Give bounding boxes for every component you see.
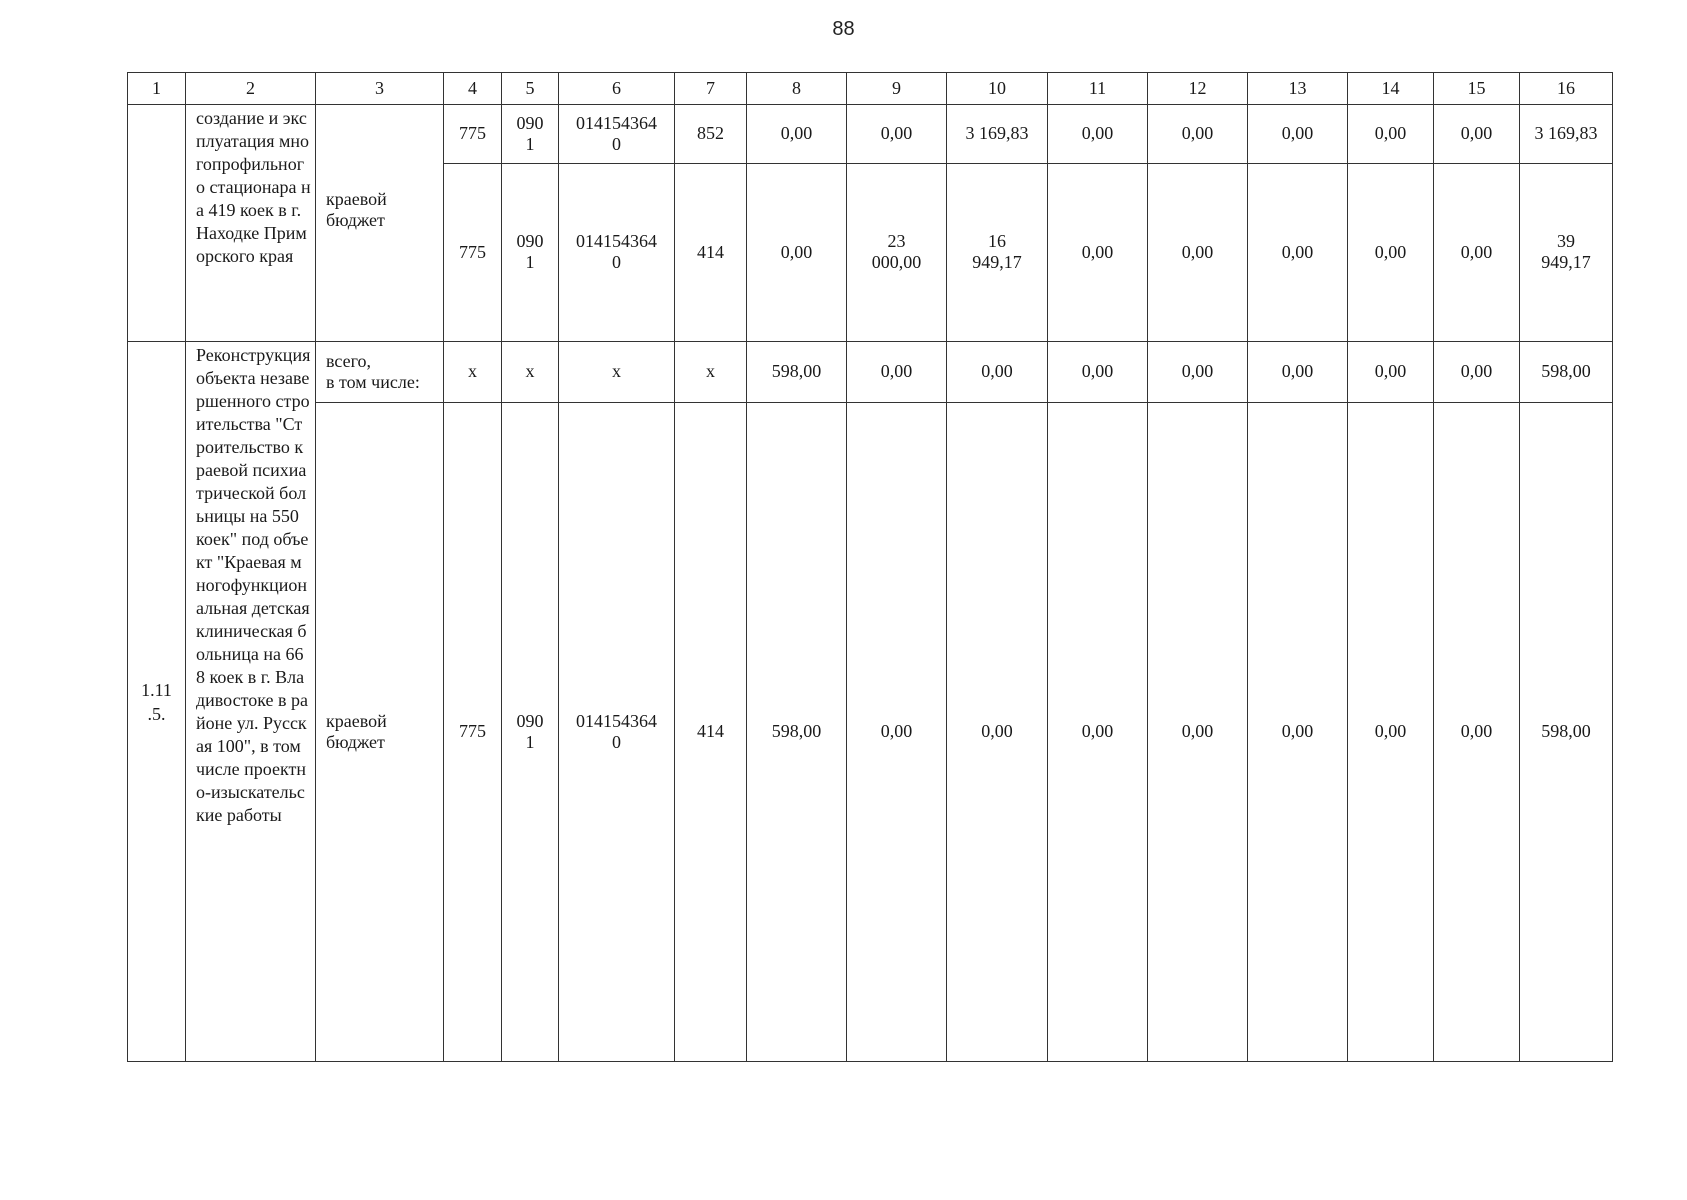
code-cell: 775 [444, 105, 502, 163]
value-cell: 598,00 [747, 402, 847, 1061]
value-cell: 0,00 [1348, 342, 1434, 402]
code-cell: 090 1 [502, 105, 559, 163]
header-cell: 7 [675, 73, 747, 105]
table-row [128, 342, 1613, 402]
header-cell: 8 [747, 73, 847, 105]
value-cell: 23 000,00 [847, 163, 947, 341]
source-cell: краевой бюджет [316, 105, 444, 342]
total-cell: 598,00 [1520, 342, 1613, 402]
value-cell: 16 949,17 [947, 163, 1048, 341]
header-cell: 3 [316, 73, 444, 105]
header-cell: 4 [444, 73, 502, 105]
header-cell: 11 [1048, 73, 1148, 105]
code-cell: 775 [444, 402, 502, 1061]
value-cell: 0,00 [947, 342, 1048, 402]
code-cell: х [444, 342, 502, 402]
value-cell: 0,00 [1048, 342, 1148, 402]
header-cell: 13 [1248, 73, 1348, 105]
value-cell: 0,00 [1434, 402, 1520, 1061]
total-cell: 3 169,83 [1520, 105, 1613, 163]
table-row [128, 105, 1613, 163]
code-cell: 014154364 0 [559, 105, 675, 163]
header-cell: 9 [847, 73, 947, 105]
value-cell: 0,00 [847, 342, 947, 402]
header-cell: 15 [1434, 73, 1520, 105]
row-id-cell: 1.11 .5. [128, 342, 186, 1062]
value-cell: 0,00 [1048, 402, 1148, 1061]
value-cell: 0,00 [1434, 105, 1520, 163]
page-number: 88 [832, 18, 855, 40]
row-id-cell [128, 105, 186, 342]
code-cell: х [675, 342, 747, 402]
code-cell: х [502, 342, 559, 402]
code-cell: 852 [675, 105, 747, 163]
value-cell: 0,00 [1348, 402, 1434, 1061]
header-cell: 2 [186, 73, 316, 105]
value-cell: 0,00 [1248, 163, 1348, 341]
value-cell: 0,00 [747, 163, 847, 341]
code-cell: 414 [675, 402, 747, 1061]
header-cell: 16 [1520, 73, 1613, 105]
header-cell: 10 [947, 73, 1048, 105]
table-row [128, 402, 1613, 1061]
value-cell: 0,00 [1248, 402, 1348, 1061]
value-cell: 3 169,83 [947, 105, 1048, 163]
budget-table [127, 72, 1613, 1062]
header-cell: 6 [559, 73, 675, 105]
value-cell: 0,00 [1048, 105, 1148, 163]
value-cell: 0,00 [1148, 105, 1248, 163]
value-cell: 0,00 [1434, 342, 1520, 402]
value-cell: 0,00 [1148, 342, 1248, 402]
value-cell: 0,00 [1348, 105, 1434, 163]
value-cell: 0,00 [847, 402, 947, 1061]
description-cell: создание и эксплуатация многопрофильного стационара на 419 коек в г. Находке Приморского края [186, 105, 316, 342]
value-cell: 0,00 [847, 105, 947, 163]
code-cell: 014154364 0 [559, 163, 675, 341]
total-cell: 39 949,17 [1520, 163, 1613, 341]
source-cell: всего, в том числе: [316, 342, 444, 402]
value-cell: 0,00 [1148, 402, 1248, 1061]
value-cell: 0,00 [1248, 105, 1348, 163]
total-cell: 598,00 [1520, 402, 1613, 1061]
code-cell: 090 1 [502, 402, 559, 1061]
value-cell: 0,00 [1148, 163, 1248, 341]
code-cell: 414 [675, 163, 747, 341]
header-cell: 5 [502, 73, 559, 105]
code-cell: 014154364 0 [559, 402, 675, 1061]
header-row [128, 73, 1613, 105]
value-cell: 0,00 [1048, 163, 1148, 341]
code-cell: 775 [444, 163, 502, 341]
header-cell: 12 [1148, 73, 1248, 105]
value-cell: 0,00 [947, 402, 1048, 1061]
value-cell: 598,00 [747, 342, 847, 402]
description-cell: Реконструкция объекта незавершенного строительства "Строительство краевой психиатрической больницы на 550 коек" под объект "Краевая многофункциональная детская клиническая больница на 668 коек в г. Владивостоке в районе ул. Русская 100", в том числе проектно-изыскательские работы [186, 342, 316, 1062]
value-cell: 0,00 [1434, 163, 1520, 341]
source-cell: краевой бюджет [316, 402, 444, 1061]
value-cell: 0,00 [1348, 163, 1434, 341]
code-cell: 090 1 [502, 163, 559, 341]
header-cell: 14 [1348, 73, 1434, 105]
value-cell: 0,00 [1248, 342, 1348, 402]
code-cell: х [559, 342, 675, 402]
value-cell: 0,00 [747, 105, 847, 163]
header-cell: 1 [128, 73, 186, 105]
